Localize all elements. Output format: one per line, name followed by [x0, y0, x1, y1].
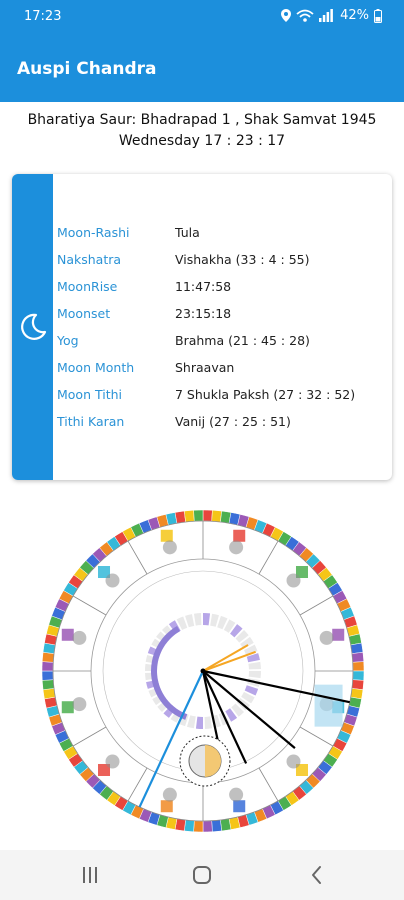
app-bar	[0, 32, 404, 102]
wheel-outer-segment	[42, 652, 54, 662]
info-row-moon-tithi	[57, 383, 387, 410]
signal-icon	[319, 9, 333, 22]
wheel-outer-segment	[175, 511, 186, 523]
battery-icon	[374, 9, 382, 23]
info-value: Shraavan	[175, 360, 235, 375]
wheel-zodiac-glyph	[72, 631, 86, 645]
wheel-zodiac-glyph	[163, 788, 177, 802]
info-value: 11:47:58	[175, 279, 232, 294]
info-row-moonset	[57, 302, 387, 329]
info-row-moon-month	[57, 356, 387, 383]
wheel-highlight-box	[315, 685, 343, 727]
wheel-zodiac-glyph	[105, 755, 119, 769]
info-label: MoonRise	[57, 279, 118, 294]
status-bar	[0, 0, 404, 32]
wifi-calling-icon	[296, 9, 314, 23]
wheel-zodiac-glyph	[72, 697, 86, 711]
wheel-sign-marker	[62, 701, 74, 713]
info-value: 7 Shukla Paksh (27 : 32 : 52)	[175, 387, 356, 402]
info-label: Nakshatra	[57, 252, 122, 267]
wheel-sign-marker	[332, 629, 344, 641]
wheel-outer-segment	[220, 819, 231, 831]
info-label: Moon Month	[57, 360, 135, 375]
wheel-zodiac-glyph	[105, 573, 119, 587]
wheel-center-dot	[201, 669, 206, 674]
info-label: Moon-Rashi	[57, 225, 130, 240]
info-row-yog	[57, 329, 387, 356]
wheel-outer-segment	[203, 510, 212, 521]
wheel-outer-segment	[203, 821, 212, 832]
wheel-zodiac-glyph	[163, 540, 177, 554]
wheel-sign-marker	[62, 629, 74, 641]
wheel-outer-segment	[212, 510, 222, 522]
wheel-zodiac-glyph	[229, 540, 243, 554]
wheel-sign-marker	[161, 530, 173, 542]
weekday-time: Wednesday 17 : 23 : 17	[118, 133, 286, 149]
moon-info-card	[12, 174, 392, 480]
info-label: Yog	[57, 333, 79, 348]
wheel-outer-segment	[352, 680, 364, 690]
info-label: Tithi Karan	[57, 414, 125, 429]
info-value: 23:15:18	[175, 306, 232, 321]
info-label: Moonset	[57, 306, 111, 321]
wheel-outer-segment	[42, 680, 54, 690]
info-row-moon-rashi	[57, 221, 387, 248]
wheel-outer-segment	[212, 820, 222, 832]
app-title: Auspi Chandra	[17, 59, 157, 79]
info-label: Moon Tithi	[57, 387, 122, 402]
status-time: 17:23	[24, 9, 62, 24]
moon-info-table	[57, 221, 387, 437]
wheel-outer-segment	[42, 671, 53, 680]
wheel-outer-segment	[353, 671, 364, 680]
back-icon[interactable]	[305, 864, 329, 886]
card-accent-strip	[12, 174, 53, 480]
wheel-outer-segment	[352, 652, 364, 662]
wheel-sign-marker	[233, 800, 245, 812]
wheel-outer-segment	[351, 643, 363, 654]
location-icon	[281, 9, 291, 22]
info-row-tithi-karan	[57, 410, 387, 437]
info-value: Vishakha (33 : 4 : 55)	[175, 252, 310, 267]
bharatiya-date: Bharatiya Saur: Bhadrapad 1 , Shak Samvat 1945	[27, 112, 377, 128]
recents-icon[interactable]	[78, 864, 102, 886]
wheel-zodiac-glyph	[287, 573, 301, 587]
wheel-sign-marker	[161, 800, 173, 812]
home-icon[interactable]	[190, 864, 214, 886]
info-row-nakshatra	[57, 248, 387, 275]
wheel-outer-segment	[184, 510, 194, 522]
info-value: Brahma (21 : 45 : 28)	[175, 333, 310, 348]
wheel-outer-segment	[353, 662, 364, 671]
zodiac-wheel[interactable]	[40, 508, 366, 834]
wheel-zodiac-glyph	[320, 631, 334, 645]
wheel-outer-segment	[42, 662, 53, 671]
status-icons	[281, 8, 382, 23]
info-value: Vanij (27 : 25 : 51)	[175, 414, 291, 429]
wheel-sign-marker	[233, 530, 245, 542]
wheel-outer-segment	[43, 688, 55, 699]
wheel-outer-segment	[194, 510, 203, 521]
battery-percent: 42%	[340, 8, 369, 23]
wheel-outer-segment	[184, 820, 194, 832]
wheel-zodiac-glyph	[229, 788, 243, 802]
wheel-outer-segment	[194, 821, 203, 832]
moon-crescent-icon	[18, 312, 48, 342]
navigation-bar	[0, 850, 404, 900]
info-row-moonrise	[57, 275, 387, 302]
info-value: Tula	[175, 225, 200, 240]
wheel-zodiac-glyph	[287, 755, 301, 769]
